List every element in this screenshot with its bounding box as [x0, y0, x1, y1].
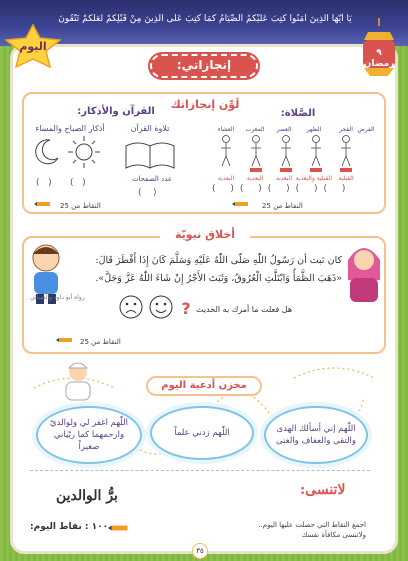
dua-bubble: اللّٰهم اغفر لي ولوالديّ وارحمهما كما ربّياني صغيراً — [36, 406, 142, 464]
checkbox-evening[interactable]: ( ) — [36, 178, 52, 188]
page-number: ٣٥ — [192, 543, 208, 559]
quran-reading-label: تلاوة القرآن — [130, 124, 170, 133]
pencil-icon — [34, 200, 52, 208]
verse-text: يَا أَيُّهَا الَّذِينَ آمَنُوا كُتِبَ عَلَيْكُمُ الصِّيَامُ كَمَا كُتِبَ عَلَى الَّذِينَ مِنْ قَبْلِكُمْ لَعَلَّكُمْ تَتَّقُونَ — [58, 14, 352, 24]
quran-title: القرآن والأذكار: — [77, 106, 155, 117]
day-badge: اليوم — [19, 40, 47, 53]
pencil-icon — [232, 200, 250, 208]
sunnah-label: القبلية — [338, 175, 354, 182]
happy-face-icon[interactable] — [148, 294, 174, 320]
sun-icon — [66, 134, 102, 170]
pencil-icon — [56, 336, 74, 344]
ramadan-day-number: ٩ — [376, 48, 382, 58]
checkbox-prayers[interactable]: ( )( )( )( )( ) — [212, 184, 352, 194]
akhlaq-points — [80, 338, 121, 346]
prayer-name: المغرب — [245, 126, 265, 133]
adhkar-label: أذكار الصباح والمساء — [35, 124, 105, 133]
note-line-2: ولاتنسى مكافأة نفسك — [301, 531, 366, 539]
divider — [30, 470, 370, 471]
pages-count-label: عدد الصفحات — [131, 175, 173, 183]
prayer-name: العشاء — [217, 126, 235, 133]
page-title: إنجازاتي: — [150, 54, 258, 78]
ramadan-day — [360, 48, 398, 70]
prayer-name: الفجر — [339, 126, 353, 133]
girl-character-icon — [344, 240, 384, 306]
hadith-narrator: رواه أبو داود والنسائي — [30, 294, 85, 301]
sad-face-icon[interactable] — [118, 294, 144, 320]
dont-forget-label: لاتنسى: — [300, 482, 346, 498]
checkbox-morning[interactable]: ( ) — [70, 178, 86, 188]
question-mark-icon — [180, 300, 192, 316]
duas-title: مخزن أدعية اليوم — [146, 376, 262, 396]
points-label: النقاط من 25 — [262, 202, 303, 210]
akhlaq-question: هل فعلت ما أمرك به الحديث — [196, 305, 293, 314]
points-label: النقاط من 25 — [60, 202, 101, 210]
dua-bubble: اللّٰهم إني أسألك الهدى والتقى والعفاف والغنى — [264, 406, 368, 464]
akhlaq-title: أخلاق نبويّة — [160, 228, 250, 241]
checkbox-quran[interactable]: ( ) — [138, 188, 157, 198]
ramadan-label: رمضان — [363, 59, 395, 69]
hadith-text: كان ثبت أن رَسُولُ اللّٰهِ صَلّى اللّٰهُ عَلَيْهِ وَسَلَّمَ كَانَ إِذَا أَفْطَرَ قَالَ: «ذَهَبَ الظَّمَأُ وَابْتَلَّتِ الْعُرُوقُ، وَثَبَتَ الأَجْرُ إِنْ شَاءَ اللّٰهُ عَزَّ وَجَلَّ». — [95, 255, 342, 284]
prayer-title: الصَّلاة: — [280, 108, 316, 119]
dua-bubble: اللّٰهم زدني علماً — [150, 406, 254, 460]
today-points: ١٠٠ : نقاط اليوم: — [30, 522, 109, 532]
today-points-label: نقاط اليوم: — [30, 522, 82, 532]
pencil-icon — [108, 522, 130, 534]
praying-boy-icon — [56, 360, 100, 402]
prayer-points — [262, 202, 303, 210]
open-book-icon — [122, 138, 178, 172]
quran-points — [60, 202, 101, 210]
sunnah-label: البعدية — [217, 175, 235, 182]
prayer-name: العصر — [276, 126, 292, 133]
topic-label: برُّ الوالدين — [56, 488, 118, 504]
note-line-1: اجمع النقاط التي حصلت عليها اليوم.. — [258, 521, 366, 529]
sunnah-label: البعدية — [246, 175, 264, 182]
svg-text:?: ? — [181, 300, 191, 316]
moon-icon — [30, 136, 62, 168]
sunnah-label: القبلية والبعدية — [295, 175, 332, 182]
praying-figures-icon — [208, 134, 368, 174]
sunnah-label: البعدية — [275, 175, 293, 182]
today-points-value[interactable]: ١٠٠ — [91, 522, 109, 532]
achievements-heading: لَوِّن إنجازاتك — [170, 98, 240, 111]
prayer-name: الظهر — [306, 126, 322, 133]
prayer-row-label: الفرض — [357, 126, 375, 133]
points-label: النقاط من 25 — [80, 338, 121, 346]
